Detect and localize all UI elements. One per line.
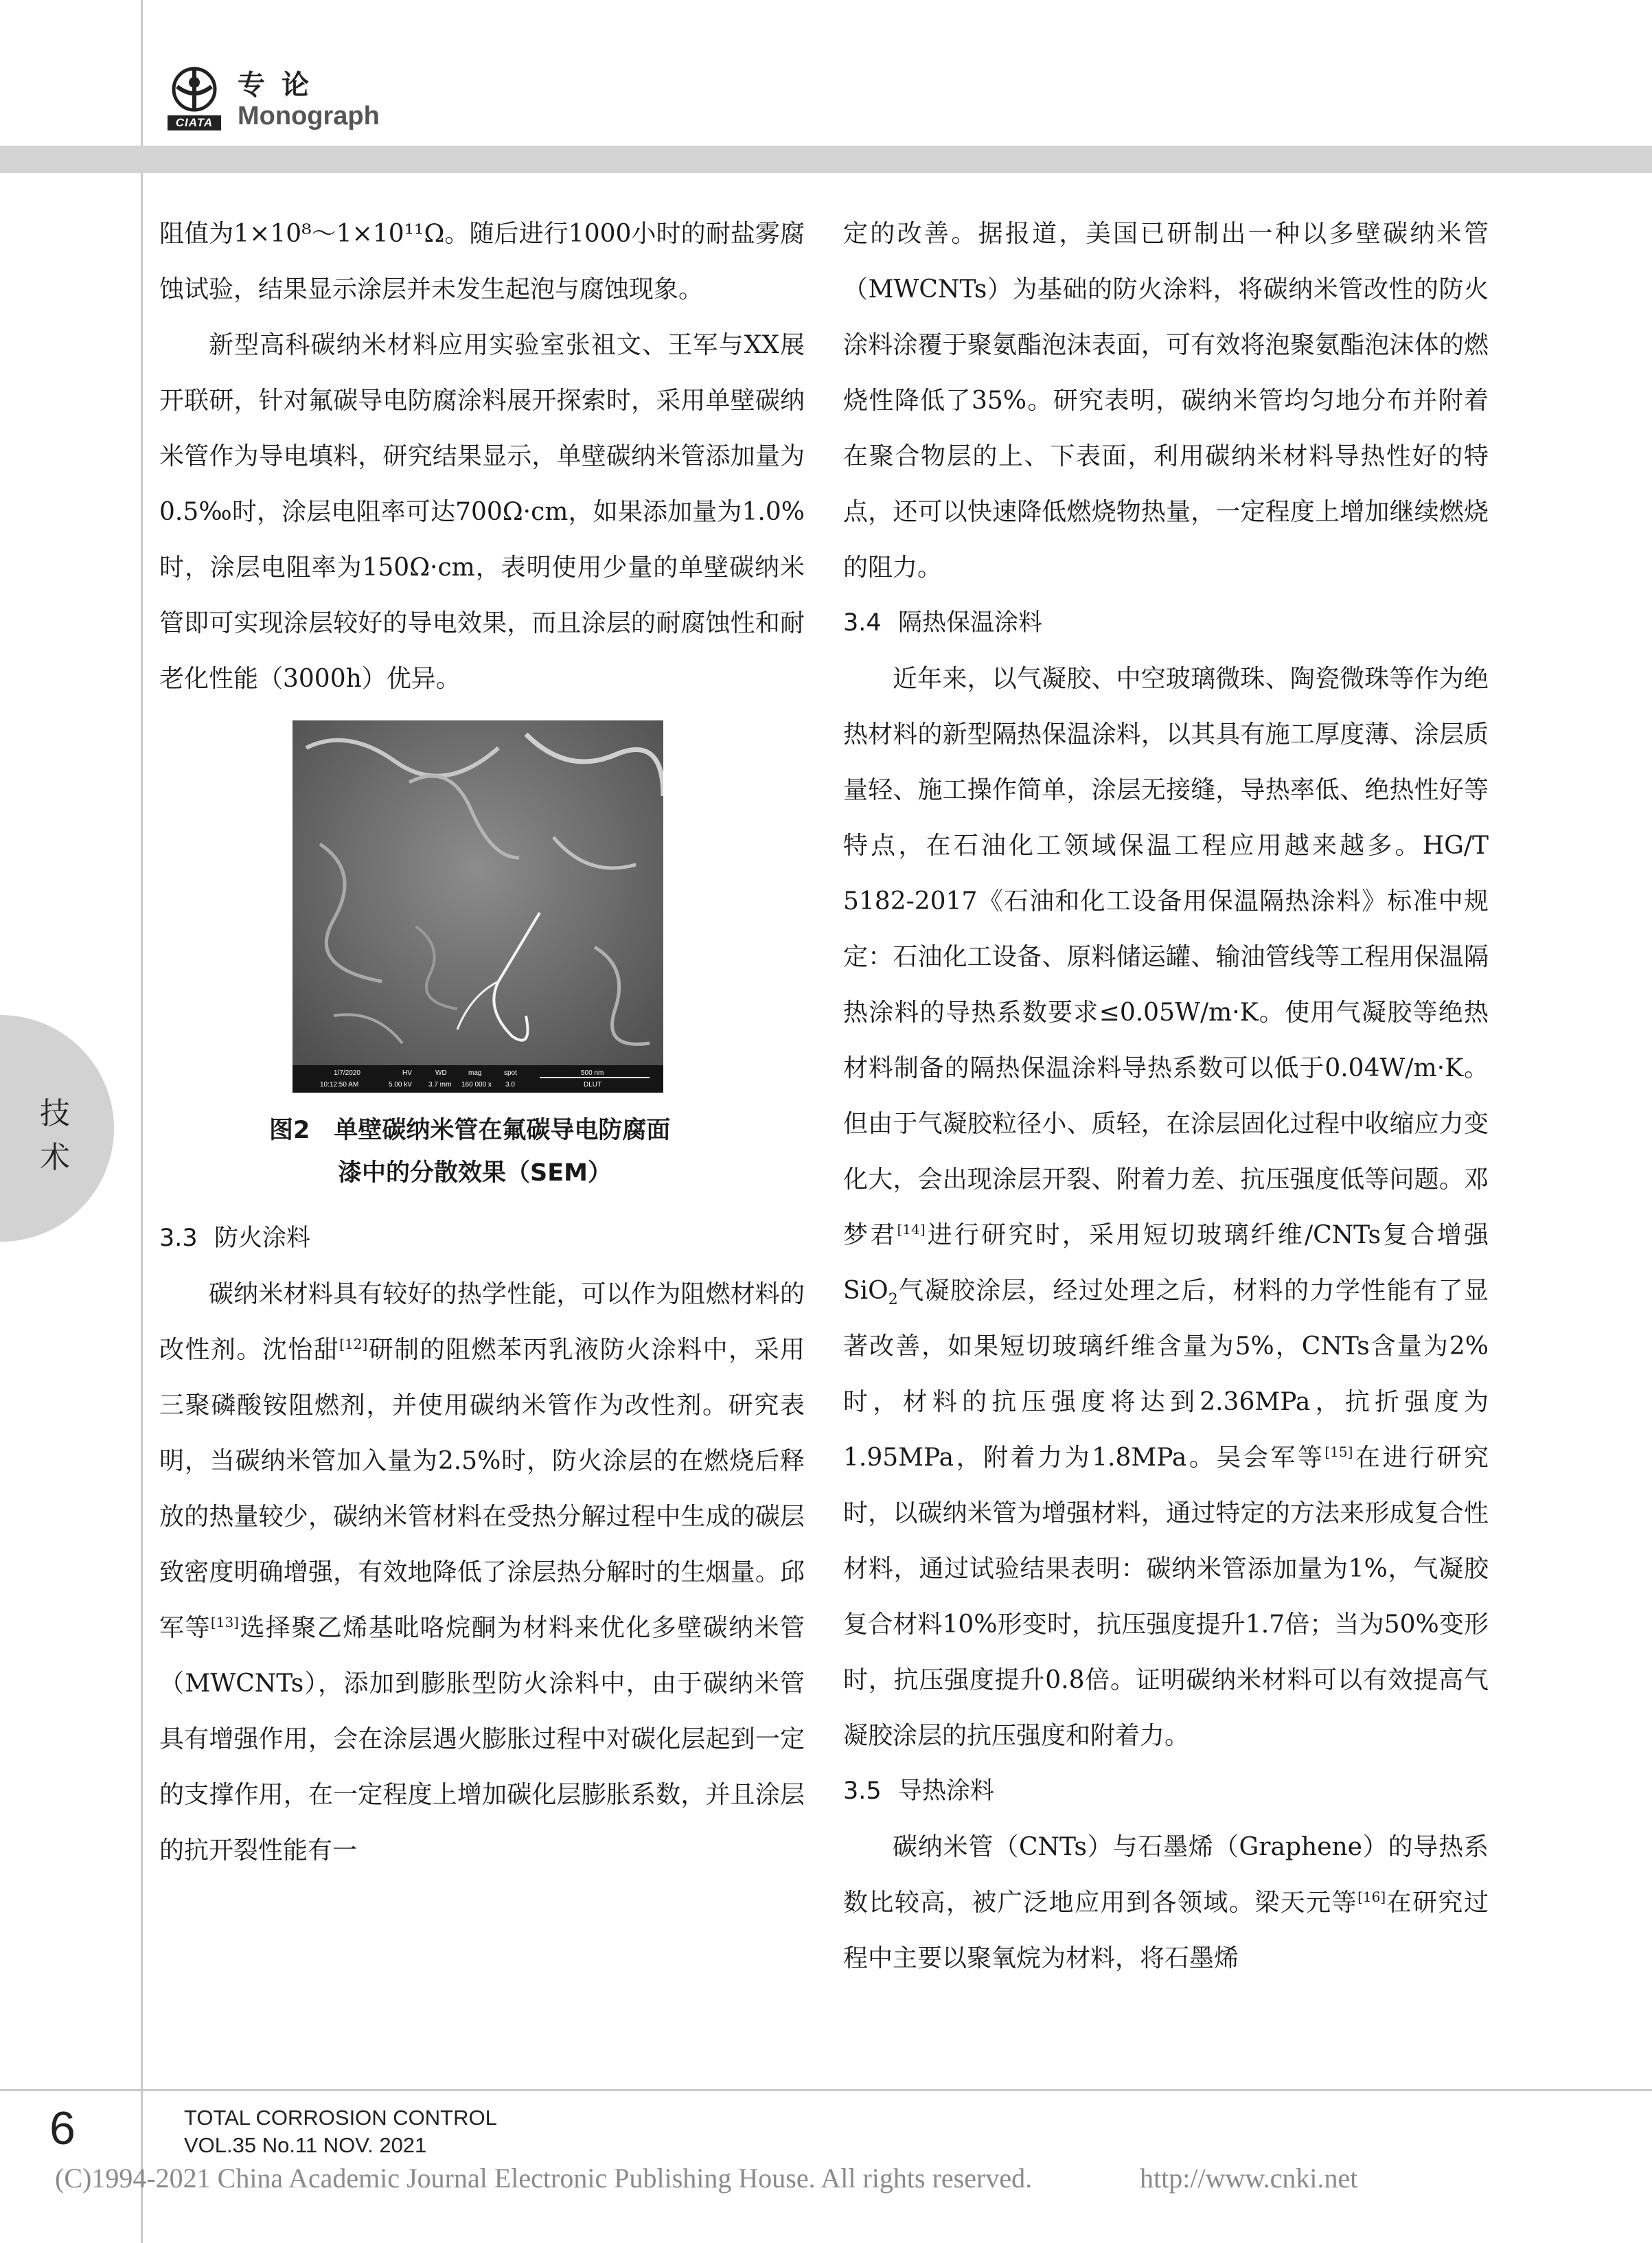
sem-info-value: 3.0 <box>505 1081 515 1089</box>
sem-info-label: WD <box>435 1069 447 1077</box>
paragraph: 阻值为1×10⁸～1×10¹¹Ω。随后进行1000小时的耐盐雾腐蚀试验，结果显示涂层并未发生起泡与腐蚀现象。 <box>159 220 805 304</box>
footer-rule <box>0 2089 1652 2091</box>
cnki-url[interactable]: http://www.cnki.net <box>1140 2163 1358 2194</box>
header-band <box>0 146 1652 173</box>
journal-info <box>184 2104 497 2159</box>
journal-name: TOTAL CORROSION CONTROL <box>184 2106 497 2130</box>
copyright-watermark: (C)1994-2021 China Academic Journal Electronic Publishing House. All rights reserved. <box>55 2163 1033 2194</box>
sem-info-label: mag <box>468 1069 482 1077</box>
figure-caption <box>269 1109 805 1194</box>
sem-info-label: HV <box>402 1069 412 1077</box>
sem-info-label: 500 nm <box>581 1069 604 1077</box>
figure-caption-line2: 漆中的分散效果（SEM） <box>338 1159 612 1187</box>
journal-volume: VOL.35 No.11 NOV. 2021 <box>184 2133 427 2157</box>
section-title-cn: 专论 <box>238 69 325 101</box>
section-heading-3-3: 3.3 防火涂料 <box>159 1225 311 1252</box>
paragraph: 定的改善。据报道，美国已研制出一种以多壁碳纳米管（MWCNTs）为基础的防火涂料，将碳纳米管改性的防火涂料涂覆于聚氨酯泡沫表面，可有效将泡聚氨酯泡沫体的燃烧性降低了35%。研究表明，碳纳米管均匀地分布并附着在聚合物层的上、下表面，利用碳纳米材料导热性好的特点，还可以快速降低燃烧物热量，一定程度上增加继续燃烧的阻力。 <box>843 220 1489 582</box>
sem-texture <box>292 720 663 1093</box>
sem-info-value: 160 000 x <box>461 1081 492 1089</box>
section-heading-3-4: 3.4 隔热保温涂料 <box>843 609 1043 637</box>
paragraph: 碳纳米材料具有较好的热学性能，可以作为阻燃材料的改性剂。沈怡甜[12]研制的阻燃苯丙乳液防火涂料中，采用三聚磷酸铵阻燃剂，并使用碳纳米管作为改性剂。研究表明，当碳纳米管加入量为2.5%时，防火涂层的在燃烧后释放的热量较少，碳纳米管材料在受热分解过程中生成的碳层致密度明确增强，有效地降低了涂层热分解时的生烟量。邱军等[13]选择聚乙烯基吡咯烷酮为材料来优化多壁碳纳米管（MWCNTs），添加到膨胀型防火涂料中，由于碳纳米管具有增强作用，会在涂层遇火膨胀过程中对碳化层起到一定的支撑作用，在一定程度上增加碳化层膨胀系数，并且涂层的抗开裂性能有一 <box>159 1280 805 1865</box>
logo-text: CIATA <box>168 115 221 130</box>
paragraph: 近年来，以气凝胶、中空玻璃微珠、陶瓷微珠等作为绝热材料的新型隔热保温涂料，以其具有施工厚度薄、涂层质量轻、施工操作简单，涂层无接缝，导热率低、绝热性好等特点，在石油化工领域保温工程应用越来越多。HG/T 5182-2017《石油和化工设备用保温隔热涂料》标准中规定：石油化工设备、原料储运罐、输油管线等工程用保温隔热涂料的导热系数要求≤0.05W/m·K。使用气凝胶等绝热材料制备的隔热保温涂料导热系数可以低于0.04W/m·K。但由于气凝胶粒径小、质轻，在涂层固化过程中收缩应力变化大，会出现涂层开裂、附着力差、抗压强度低等问题。邓梦君[14]进行研究时，采用短切玻璃纤维/CNTs复合增强SiO$_2$气凝胶涂层，经过处理之后，材料的力学性能有了显著改善，如果短切玻璃纤维含量为5%，CNTs含量为2%时，材料的抗压强度将达到2.36MPa，抗折强度为1.95MPa，附着力为1.8MPa。吴会军等[15]在进行研究时，以碳纳米管为增强材料，通过特定的方法来形成复合性材料，通过试验结果表明：碳纳米管添加量为1%，气凝胶复合材料10%形变时，抗压强度提升1.7倍；当为50%变形时，抗压强度提升0.8倍。证明碳纳米材料可以有效提高气凝胶涂层的抗压强度和附着力。 <box>843 665 1489 1750</box>
section-title-en: Monograph <box>238 102 380 130</box>
margin-rule <box>141 0 143 2243</box>
sem-info-label: spot <box>504 1069 517 1077</box>
page-number: 6 <box>49 2102 76 2154</box>
sem-info-value: 5.00 kV <box>389 1081 412 1089</box>
figure-caption-line1: 图2 单壁碳纳米管在氟碳导电防腐面 <box>269 1117 671 1144</box>
sem-info-value: 10:12:50 AM <box>320 1081 359 1089</box>
paragraph: 碳纳米管（CNTs）与石墨烯（Graphene）的导热系数比较高，被广泛地应用到各领域。梁天元等[16]在研究过程中主要以聚氧烷为材料，将石墨烯 <box>843 1833 1489 1972</box>
sem-info-label: 1/7/2020 <box>334 1069 360 1077</box>
side-tab-label: 技术 <box>40 1096 70 1175</box>
sem-info-value: 3.7 mm <box>428 1081 452 1089</box>
sem-image <box>292 720 663 1093</box>
left-column <box>159 206 805 1878</box>
paragraph: 新型高科碳纳米材料应用实验室张祖文、王军与XX展开联研，针对氟碳导电防腐涂料展开探索时，采用单壁碳纳米管作为导电填料，研究结果显示，单壁碳纳米管添加量为0.5‰时，涂层电阻率可达700Ω·cm，如果添加量为1.0%时，涂层电阻率为150Ω·cm，表明使用少量的单壁碳纳米管即可实现涂层较好的导电效果，而且涂层的耐腐蚀性和耐老化性能（3000h）优异。 <box>159 331 805 693</box>
section-heading-3-5: 3.5 导热涂料 <box>843 1777 995 1805</box>
right-column <box>843 206 1489 1986</box>
sem-info-value: DLUT <box>584 1081 602 1089</box>
